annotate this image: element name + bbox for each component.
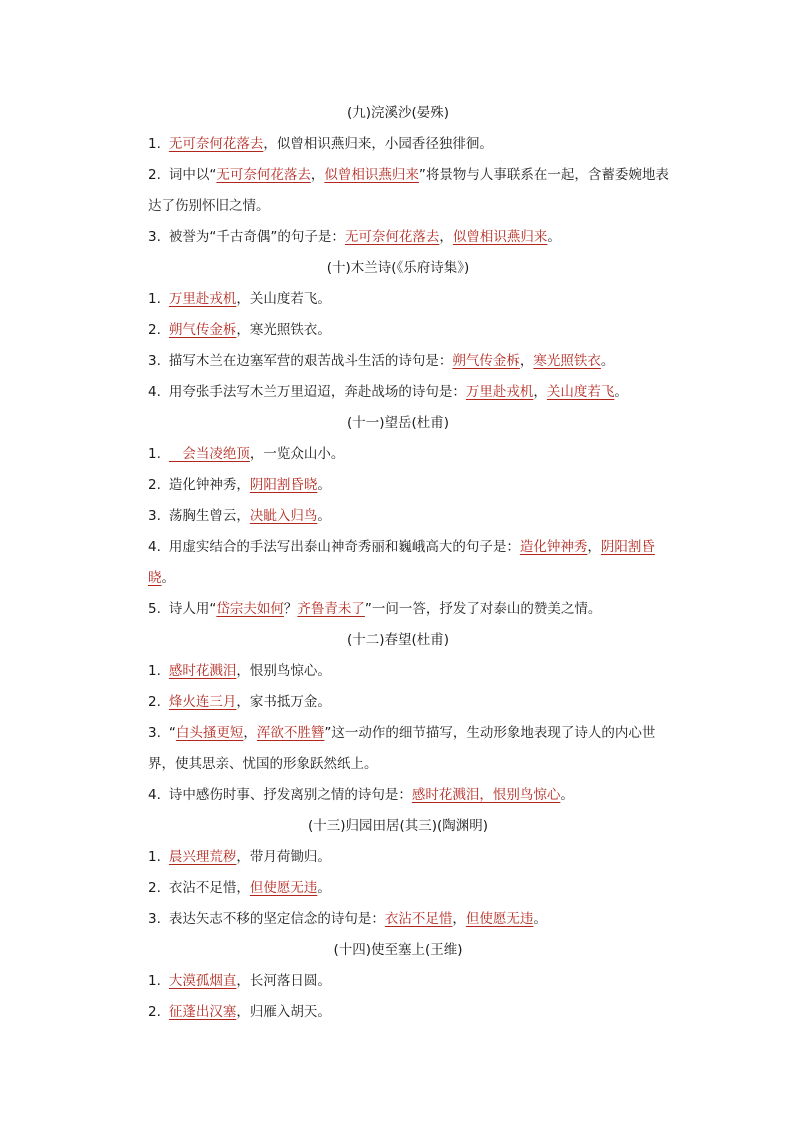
question-item bbox=[120, 439, 676, 470]
answer-text: 烽火连三月 bbox=[168, 694, 237, 710]
question-text: ， bbox=[243, 725, 257, 741]
item-number: 1. bbox=[148, 663, 161, 679]
answer-text: 会当凌绝顶 bbox=[168, 446, 250, 462]
question-text: ，带月荷锄归。 bbox=[236, 849, 331, 865]
question-item bbox=[120, 470, 676, 501]
question-item bbox=[120, 904, 676, 935]
question-text: ， bbox=[310, 167, 325, 183]
answer-text: 似曾相识燕归来 bbox=[324, 167, 419, 183]
question-text: 衣沾不足惜， bbox=[168, 880, 250, 896]
section-heading: (十二)春望(杜甫) bbox=[346, 632, 450, 648]
item-number: 4. bbox=[148, 787, 161, 803]
question-item bbox=[120, 377, 676, 408]
item-number: 1. bbox=[148, 849, 161, 865]
section-heading: (十)木兰诗(《乐府诗集》) bbox=[326, 260, 470, 276]
item-number: 4. bbox=[148, 384, 161, 400]
answer-text: 阴阳割昏晓 bbox=[148, 539, 655, 586]
item-number: 3. bbox=[148, 229, 161, 245]
question-item bbox=[120, 222, 676, 253]
item-number: 2. bbox=[148, 1004, 161, 1020]
question-text: 用虚实结合的手法写出泰山神奇秀丽和巍峨高大的句子是： bbox=[168, 539, 520, 555]
answer-text: 无可奈何花落去 bbox=[216, 167, 311, 183]
answer-text: 浑欲不胜簪 bbox=[256, 725, 325, 741]
question-text: 诗中感伤时事、抒发离别之情的诗句是： bbox=[168, 787, 412, 803]
item-number: 3. bbox=[148, 911, 161, 927]
item-number: 1. bbox=[148, 973, 161, 989]
question-item bbox=[120, 873, 676, 904]
item-number: 2. bbox=[148, 880, 161, 896]
answer-text: 大漠孤烟直 bbox=[168, 973, 237, 989]
answer-text: 征蓬出汉塞 bbox=[168, 1004, 237, 1020]
answer-text: 衣沾不足惜 bbox=[384, 911, 453, 927]
question-item bbox=[120, 315, 676, 346]
question-text: 。 bbox=[614, 384, 628, 400]
question-text: 表达矢志不移的坚定信念的诗句是： bbox=[168, 911, 385, 927]
section-heading: (九)浣溪沙(晏殊) bbox=[346, 105, 450, 121]
question-text: ， bbox=[587, 539, 601, 555]
item-number: 4. bbox=[148, 539, 161, 555]
question-item bbox=[120, 594, 676, 625]
question-text: ， bbox=[533, 384, 547, 400]
question-text: 。 bbox=[547, 229, 561, 245]
question-item bbox=[120, 780, 676, 811]
item-number: 3. bbox=[148, 353, 161, 369]
question-text: ”将景物与人事联系在一起，含蓄委婉地表达了伤别怀旧之情。 bbox=[148, 167, 669, 214]
question-text: 。 bbox=[600, 353, 615, 369]
question-item bbox=[120, 842, 676, 873]
answer-text: 齐鲁青未了 bbox=[297, 601, 365, 617]
question-item bbox=[120, 718, 676, 780]
question-text: 。 bbox=[317, 880, 331, 896]
question-text: 诗人用“ bbox=[168, 601, 217, 617]
answer-text: 决眦入归鸟 bbox=[249, 508, 318, 524]
question-text: ，关山度若飞。 bbox=[236, 291, 331, 307]
answer-text: 朔气传金柝 bbox=[168, 322, 237, 338]
item-number: 1. bbox=[148, 136, 161, 152]
answer-text: 无可奈何花落去 bbox=[168, 136, 264, 152]
item-number: 3. bbox=[148, 508, 161, 524]
answer-text: 无可奈何花落去 bbox=[344, 229, 440, 245]
answer-text: 岱宗夫如何 bbox=[216, 601, 284, 617]
question-text: ， bbox=[439, 229, 453, 245]
question-text: “ bbox=[168, 725, 176, 741]
question-text: 。 bbox=[533, 911, 547, 927]
answer-text: 造化钟神秀 bbox=[519, 539, 588, 555]
item-number: 2. bbox=[148, 477, 161, 493]
question-text: ，归雁入胡天。 bbox=[236, 1004, 331, 1020]
item-number: 1. bbox=[148, 291, 161, 307]
question-text: ”这一动作的细节描写，生动形象地表现了诗人的内心世界，使其思亲、忧国的形象跃然纸上。 bbox=[148, 725, 656, 772]
question-text: 。 bbox=[317, 508, 331, 524]
question-item bbox=[120, 501, 676, 532]
question-text: 用夸张手法写木兰万里迢迢，奔赴战场的诗句是： bbox=[168, 384, 466, 400]
question-item bbox=[120, 997, 676, 1028]
answer-text: 阴阳割昏晓 bbox=[249, 477, 318, 493]
answer-text: 感时花溅泪 bbox=[168, 663, 237, 679]
question-item bbox=[120, 687, 676, 718]
item-number: 2. bbox=[148, 694, 161, 710]
answer-text: 万里赴戎机 bbox=[465, 384, 534, 400]
item-number: 5. bbox=[148, 601, 161, 617]
answer-text: 感时花溅泪，恨别鸟惊心 bbox=[411, 787, 561, 803]
item-number: 1. bbox=[148, 446, 161, 462]
answer-text: 似曾相识燕归来 bbox=[452, 229, 548, 245]
section-heading: (十三)归园田居(其三)(陶渊明) bbox=[307, 818, 489, 834]
question-text: 词中以“ bbox=[168, 167, 217, 183]
question-text: 荡胸生曾云， bbox=[168, 508, 250, 524]
question-item bbox=[120, 160, 676, 222]
question-text: ，家书抵万金。 bbox=[236, 694, 331, 710]
question-text: 描写木兰在边塞军营的艰苦战斗生活的诗句是： bbox=[168, 353, 453, 369]
answer-text: 寒光照铁衣 bbox=[533, 353, 601, 369]
question-item bbox=[120, 129, 676, 160]
section-heading: (十四)使至塞上(王维) bbox=[333, 942, 463, 958]
question-text: ， bbox=[452, 911, 466, 927]
question-text: ，长河落日圆。 bbox=[236, 973, 331, 989]
question-text: ”一问一答，抒发了对泰山的赞美之情。 bbox=[364, 601, 602, 617]
question-text: ， bbox=[519, 353, 534, 369]
answer-text: 但使愿无违 bbox=[249, 880, 318, 896]
question-text: 。 bbox=[317, 477, 331, 493]
question-text: ？ bbox=[283, 601, 298, 617]
answer-text: 晨兴理荒秽 bbox=[168, 849, 237, 865]
question-text: ，寒光照铁衣。 bbox=[236, 322, 331, 338]
section-heading: (十一)望岳(杜甫) bbox=[346, 415, 450, 431]
answer-text: 但使愿无违 bbox=[465, 911, 534, 927]
question-item bbox=[120, 284, 676, 315]
answer-text: 万里赴戎机 bbox=[168, 291, 237, 307]
item-number: 2. bbox=[148, 322, 161, 338]
question-text: ，似曾相识燕归来，小园香径独徘徊。 bbox=[263, 136, 493, 152]
question-text: 被誉为“千古奇偶”的句子是： bbox=[168, 229, 345, 245]
answer-text: 关山度若飞 bbox=[546, 384, 615, 400]
answer-text: 白头搔更短 bbox=[175, 725, 244, 741]
item-number: 3. bbox=[148, 725, 161, 741]
poem-review-content bbox=[120, 98, 676, 1028]
question-text: ，一览众山小。 bbox=[249, 446, 345, 462]
question-text: ，恨别鸟惊心。 bbox=[236, 663, 331, 679]
question-text: 。 bbox=[560, 787, 574, 803]
item-number: 2. bbox=[148, 167, 161, 183]
question-item bbox=[120, 656, 676, 687]
question-text: 。 bbox=[161, 570, 175, 586]
answer-text: 朔气传金柝 bbox=[452, 353, 520, 369]
question-item bbox=[120, 346, 676, 377]
question-item bbox=[120, 966, 676, 997]
question-item bbox=[120, 532, 676, 594]
question-text: 造化钟神秀， bbox=[168, 477, 250, 493]
